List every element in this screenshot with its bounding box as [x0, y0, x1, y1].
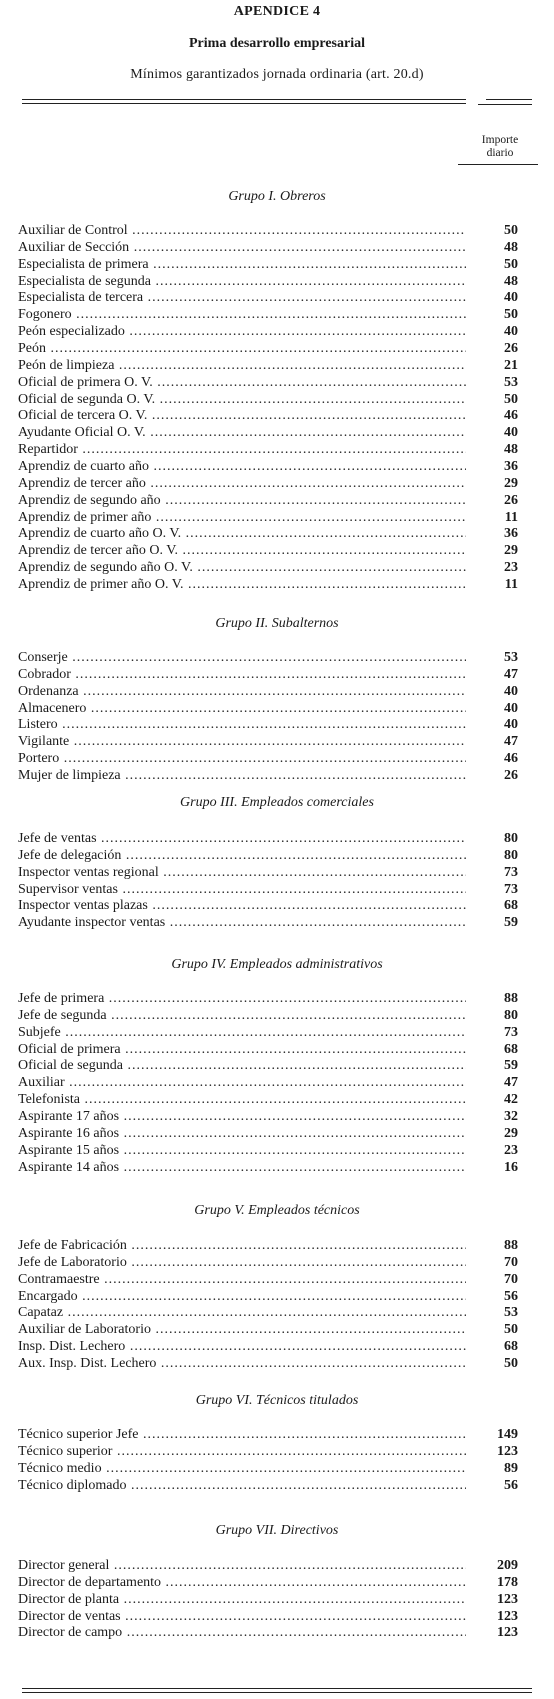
- table-row: [18, 1426, 518, 1443]
- table-row: [18, 914, 518, 931]
- row-label-inspector-ventas-plazas: Inspector ventas plazas .....: [18, 897, 466, 914]
- row-label-cobrador: Cobrador .....: [18, 666, 466, 683]
- row-label-peon-de-limpieza: Peón de limpieza .....: [18, 357, 466, 374]
- row-value: 48: [504, 239, 518, 255]
- row-label-especialista-de-segunda: Especialista de segunda .....: [18, 273, 466, 290]
- table-row: [18, 847, 518, 864]
- table-row: [18, 407, 518, 424]
- row-value: 50: [504, 256, 518, 272]
- table-row: [18, 830, 518, 847]
- row-value: 40: [504, 425, 518, 441]
- table-row: [18, 576, 518, 593]
- row-value: 40: [504, 700, 518, 716]
- row-label-jefe-de-primera: Jefe de primera .....: [18, 990, 466, 1007]
- row-label-aprendiz-de-segundo-ano-o-v: Aprendiz de segundo año O. V. .....: [18, 559, 466, 576]
- row-label-peon-especializado: Peón especializado .....: [18, 323, 466, 340]
- row-value: 26: [504, 341, 518, 356]
- table-row: [18, 1460, 518, 1477]
- group-title-4: Grupo IV. Empleados administrativos: [171, 957, 383, 972]
- table-row: [18, 1608, 518, 1625]
- table-row: [18, 492, 518, 509]
- group-title-1: Grupo I. Obreros: [228, 189, 326, 204]
- row-label-director-de-departamento: Director de departamento .....: [18, 1574, 466, 1591]
- row-value: 48: [504, 442, 518, 458]
- row-value: 56: [504, 1477, 518, 1493]
- row-label-conserje: Conserje .....: [18, 649, 466, 666]
- row-value: 50: [504, 223, 518, 238]
- row-value: 68: [504, 1339, 518, 1355]
- row-value: 47: [504, 666, 518, 682]
- table-row: [18, 649, 518, 666]
- row-label-aspirante-16-anos: Aspirante 16 años .....: [18, 1125, 466, 1142]
- table-row: [18, 559, 518, 576]
- row-label-oficial-de-primera: Oficial de primera .....: [18, 1041, 466, 1058]
- row-label-jefe-de-ventas: Jefe de ventas .....: [18, 830, 466, 847]
- appendix-title: APENDICE 4: [233, 4, 321, 19]
- table-row: [18, 683, 518, 700]
- table-row: [18, 1007, 518, 1024]
- table-row: [18, 289, 518, 306]
- row-label-subjefe: Subjefe .....: [18, 1024, 466, 1041]
- table-row: [18, 1477, 518, 1494]
- row-label-director-de-campo: Director de campo .....: [18, 1624, 466, 1641]
- row-value: 29: [504, 1125, 518, 1141]
- top-rule-lower-right: [478, 104, 532, 105]
- row-value: 50: [504, 391, 518, 407]
- table-row: [18, 716, 518, 733]
- row-value: 48: [504, 273, 518, 289]
- row-value: 42: [504, 1092, 518, 1108]
- row-value: 26: [504, 768, 518, 783]
- table-row: [18, 424, 518, 441]
- table-row: [18, 897, 518, 914]
- table-row: [18, 990, 518, 1007]
- row-label-capataz: Capataz .....: [18, 1304, 466, 1321]
- row-label-aprendiz-de-primer-ano-o-v: Aprendiz de primer año O. V. .....: [18, 576, 466, 593]
- row-label-aspirante-17-anos: Aspirante 17 años .....: [18, 1108, 466, 1125]
- row-value: 36: [504, 526, 518, 542]
- table-row: [18, 1288, 518, 1305]
- row-label-vigilante: Vigilante .....: [18, 733, 466, 750]
- table-row: [18, 1271, 518, 1288]
- row-label-ayudante-oficial-o-v: Ayudante Oficial O. V. .....: [18, 424, 466, 441]
- table-row: [18, 700, 518, 717]
- row-value: 50: [504, 1322, 518, 1338]
- column-header: [468, 134, 532, 160]
- top-rule-lower-left: [22, 103, 466, 104]
- top-rule-upper-right: [486, 99, 532, 100]
- row-label-auxiliar: Auxiliar .....: [18, 1074, 466, 1091]
- row-value: 47: [504, 1075, 518, 1091]
- row-label-oficial-de-segunda: Oficial de segunda .....: [18, 1057, 466, 1074]
- row-label-tecnico-diplomado: Técnico diplomado .....: [18, 1477, 466, 1494]
- row-value: 50: [504, 1356, 518, 1371]
- top-rule-upper-left: [22, 99, 466, 100]
- row-value: 70: [504, 1271, 518, 1287]
- row-label-especialista-de-primera: Especialista de primera .....: [18, 256, 466, 273]
- row-label-aspirante-14-anos: Aspirante 14 años .....: [18, 1159, 466, 1176]
- row-value: 53: [504, 374, 518, 390]
- table-row: [18, 1091, 518, 1108]
- column-header-line1: Importe: [481, 134, 519, 146]
- row-value: 29: [504, 475, 518, 491]
- row-value: 123: [497, 1591, 518, 1607]
- table-row: [18, 222, 518, 239]
- row-value: 149: [497, 1427, 518, 1442]
- row-label-ordenanza: Ordenanza .....: [18, 683, 466, 700]
- row-value: 80: [504, 1007, 518, 1023]
- row-value: 56: [504, 1288, 518, 1304]
- table-row: [18, 1041, 518, 1058]
- row-label-encargado: Encargado .....: [18, 1288, 466, 1305]
- table-row: [18, 1024, 518, 1041]
- table-row: [18, 1355, 518, 1372]
- row-label-auxiliar-de-laboratorio: Auxiliar de Laboratorio .....: [18, 1321, 466, 1338]
- row-value: 68: [504, 898, 518, 914]
- table-row: [18, 1304, 518, 1321]
- row-label-aprendiz-de-primer-ano: Aprendiz de primer año .....: [18, 509, 466, 526]
- row-label-director-de-ventas: Director de ventas .....: [18, 1608, 466, 1625]
- row-label-auxiliar-de-seccion: Auxiliar de Sección .....: [18, 239, 466, 256]
- row-value: 11: [504, 576, 518, 592]
- row-value: 29: [504, 543, 518, 559]
- table-row: [18, 1125, 518, 1142]
- row-value: 23: [504, 560, 518, 575]
- table-row: [18, 475, 518, 492]
- table-row: [18, 1557, 518, 1574]
- row-label-oficial-de-segunda-o-v: Oficial de segunda O. V. .....: [18, 391, 466, 408]
- row-value: 46: [504, 751, 518, 767]
- row-value: 50: [504, 307, 518, 323]
- row-label-listero: Listero .....: [18, 716, 466, 733]
- row-value: 11: [504, 509, 518, 525]
- row-value: 73: [504, 1024, 518, 1040]
- row-label-director-de-planta: Director de planta .....: [18, 1591, 466, 1608]
- row-value: 73: [504, 881, 518, 897]
- table-row: [18, 357, 518, 374]
- row-value: 178: [497, 1574, 518, 1590]
- row-value: 88: [504, 991, 518, 1006]
- row-label-jefe-de-segunda: Jefe de segunda .....: [18, 1007, 466, 1024]
- row-label-ayudante-inspector-ventas: Ayudante inspector ventas .....: [18, 914, 466, 931]
- row-label-oficial-de-primera-o-v: Oficial de primera O. V. .....: [18, 374, 466, 391]
- table-row: [18, 767, 518, 784]
- row-value: 123: [497, 1608, 518, 1624]
- row-value: 16: [504, 1159, 518, 1175]
- table-row: [18, 881, 518, 898]
- table-row: [18, 1254, 518, 1271]
- row-label-inspector-ventas-regional: Inspector ventas regional .....: [18, 864, 466, 881]
- row-label-aprendiz-de-tercer-ano-o-v: Aprendiz de tercer año O. V. .....: [18, 542, 466, 559]
- row-label-fogonero: Fogonero .....: [18, 306, 466, 323]
- row-value: 46: [504, 408, 518, 424]
- row-value: 89: [504, 1460, 518, 1476]
- row-value: 21: [504, 357, 518, 373]
- table-row: [18, 273, 518, 290]
- table-row: [18, 750, 518, 767]
- row-value: 40: [504, 717, 518, 733]
- row-label-contramaestre: Contramaestre .....: [18, 1271, 466, 1288]
- table-row: [18, 542, 518, 559]
- table-row: [18, 1443, 518, 1460]
- row-value: 68: [504, 1041, 518, 1057]
- appendix-subtitle: Prima desarrollo empresarial: [189, 36, 365, 51]
- group-title-3: Grupo III. Empleados comerciales: [180, 795, 374, 810]
- row-label-aprendiz-de-cuarto-ano: Aprendiz de cuarto año .....: [18, 458, 466, 475]
- row-value: 80: [504, 831, 518, 846]
- table-row: [18, 391, 518, 408]
- row-label-supervisor-ventas: Supervisor ventas .....: [18, 881, 466, 898]
- table-row: [18, 666, 518, 683]
- row-label-aprendiz-de-tercer-ano: Aprendiz de tercer año .....: [18, 475, 466, 492]
- table-row: [18, 509, 518, 526]
- row-label-repartidor: Repartidor .....: [18, 441, 466, 458]
- row-label-tecnico-medio: Técnico medio .....: [18, 1460, 466, 1477]
- row-label-portero: Portero .....: [18, 750, 466, 767]
- row-label-auxiliar-de-control: Auxiliar de Control .....: [18, 222, 466, 239]
- table-row: [18, 441, 518, 458]
- column-header-rule: [458, 164, 538, 165]
- group-title-2: Grupo II. Subalternos: [215, 616, 339, 631]
- row-label-peon: Peón .....: [18, 340, 466, 357]
- row-value: 40: [504, 324, 518, 340]
- row-value: 59: [504, 1058, 518, 1074]
- table-row: [18, 1237, 518, 1254]
- bottom-rule-upper: [22, 1688, 532, 1689]
- table-row: [18, 340, 518, 357]
- row-label-insp-dist-lechero: Insp. Dist. Lechero .....: [18, 1338, 466, 1355]
- row-value: 209: [497, 1558, 518, 1573]
- row-value: 40: [504, 290, 518, 306]
- table-row: [18, 1057, 518, 1074]
- row-label-oficial-de-tercera-o-v: Oficial de tercera O. V. .....: [18, 407, 466, 424]
- row-value: 123: [497, 1443, 518, 1459]
- table-row: [18, 374, 518, 391]
- row-value: 32: [504, 1109, 518, 1124]
- row-label-especialista-de-tercera: Especialista de tercera .....: [18, 289, 466, 306]
- table-row: [18, 525, 518, 542]
- row-label-director-general: Director general .....: [18, 1557, 466, 1574]
- row-label-tecnico-superior-jefe: Técnico superior Jefe .....: [18, 1426, 466, 1443]
- appendix-caption: Mínimos garantizados jornada ordinaria (art. 20.d): [130, 67, 424, 82]
- table-row: [18, 256, 518, 273]
- table-row: [18, 1074, 518, 1091]
- row-value: 123: [497, 1625, 518, 1641]
- row-label-telefonista: Telefonista .....: [18, 1091, 466, 1108]
- row-value: 73: [504, 864, 518, 880]
- row-value: 47: [504, 734, 518, 750]
- table-row: [18, 458, 518, 475]
- row-label-tecnico-superior: Técnico superior .....: [18, 1443, 466, 1460]
- table-row: [18, 1591, 518, 1608]
- table-row: [18, 733, 518, 750]
- table-row: [18, 1108, 518, 1125]
- row-value: 59: [504, 915, 518, 931]
- row-label-mujer-de-limpieza: Mujer de limpieza .....: [18, 767, 466, 784]
- row-label-aprendiz-de-cuarto-ano-o-v: Aprendiz de cuarto año O. V. .....: [18, 525, 466, 542]
- table-row: [18, 306, 518, 323]
- table-row: [18, 1142, 518, 1159]
- row-value: 80: [504, 847, 518, 863]
- group-title-7: Grupo VII. Directivos: [215, 1523, 339, 1538]
- row-value: 26: [504, 492, 518, 508]
- table-row: [18, 1624, 518, 1641]
- bottom-rule-lower: [22, 1692, 532, 1693]
- row-value: 40: [504, 683, 518, 699]
- table-row: [18, 239, 518, 256]
- table-row: [18, 1338, 518, 1355]
- row-value: 88: [504, 1238, 518, 1253]
- table-row: [18, 1574, 518, 1591]
- table-row: [18, 323, 518, 340]
- row-label-aspirante-15-anos: Aspirante 15 años .....: [18, 1142, 466, 1159]
- row-label-jefe-de-delegacion: Jefe de delegación .....: [18, 847, 466, 864]
- group-title-6: Grupo VI. Técnicos titulados: [195, 1393, 359, 1408]
- row-label-almacenero: Almacenero .....: [18, 700, 466, 717]
- group-title-5: Grupo V. Empleados técnicos: [194, 1203, 360, 1218]
- table-row: [18, 1321, 518, 1338]
- row-label-jefe-de-fabricacion: Jefe de Fabricación .....: [18, 1237, 466, 1254]
- table-row: [18, 864, 518, 881]
- table-row: [18, 1159, 518, 1176]
- row-label-jefe-de-laboratorio: Jefe de Laboratorio .....: [18, 1254, 466, 1271]
- row-value: 53: [504, 1305, 518, 1321]
- row-label-aprendiz-de-segundo-ano: Aprendiz de segundo año .....: [18, 492, 466, 509]
- row-label-aux-insp-dist-lechero: Aux. Insp. Dist. Lechero .....: [18, 1355, 466, 1372]
- row-value: 70: [504, 1254, 518, 1270]
- row-value: 53: [504, 650, 518, 665]
- row-value: 36: [504, 458, 518, 474]
- column-header-line2: diario: [486, 147, 514, 159]
- row-value: 23: [504, 1142, 518, 1158]
